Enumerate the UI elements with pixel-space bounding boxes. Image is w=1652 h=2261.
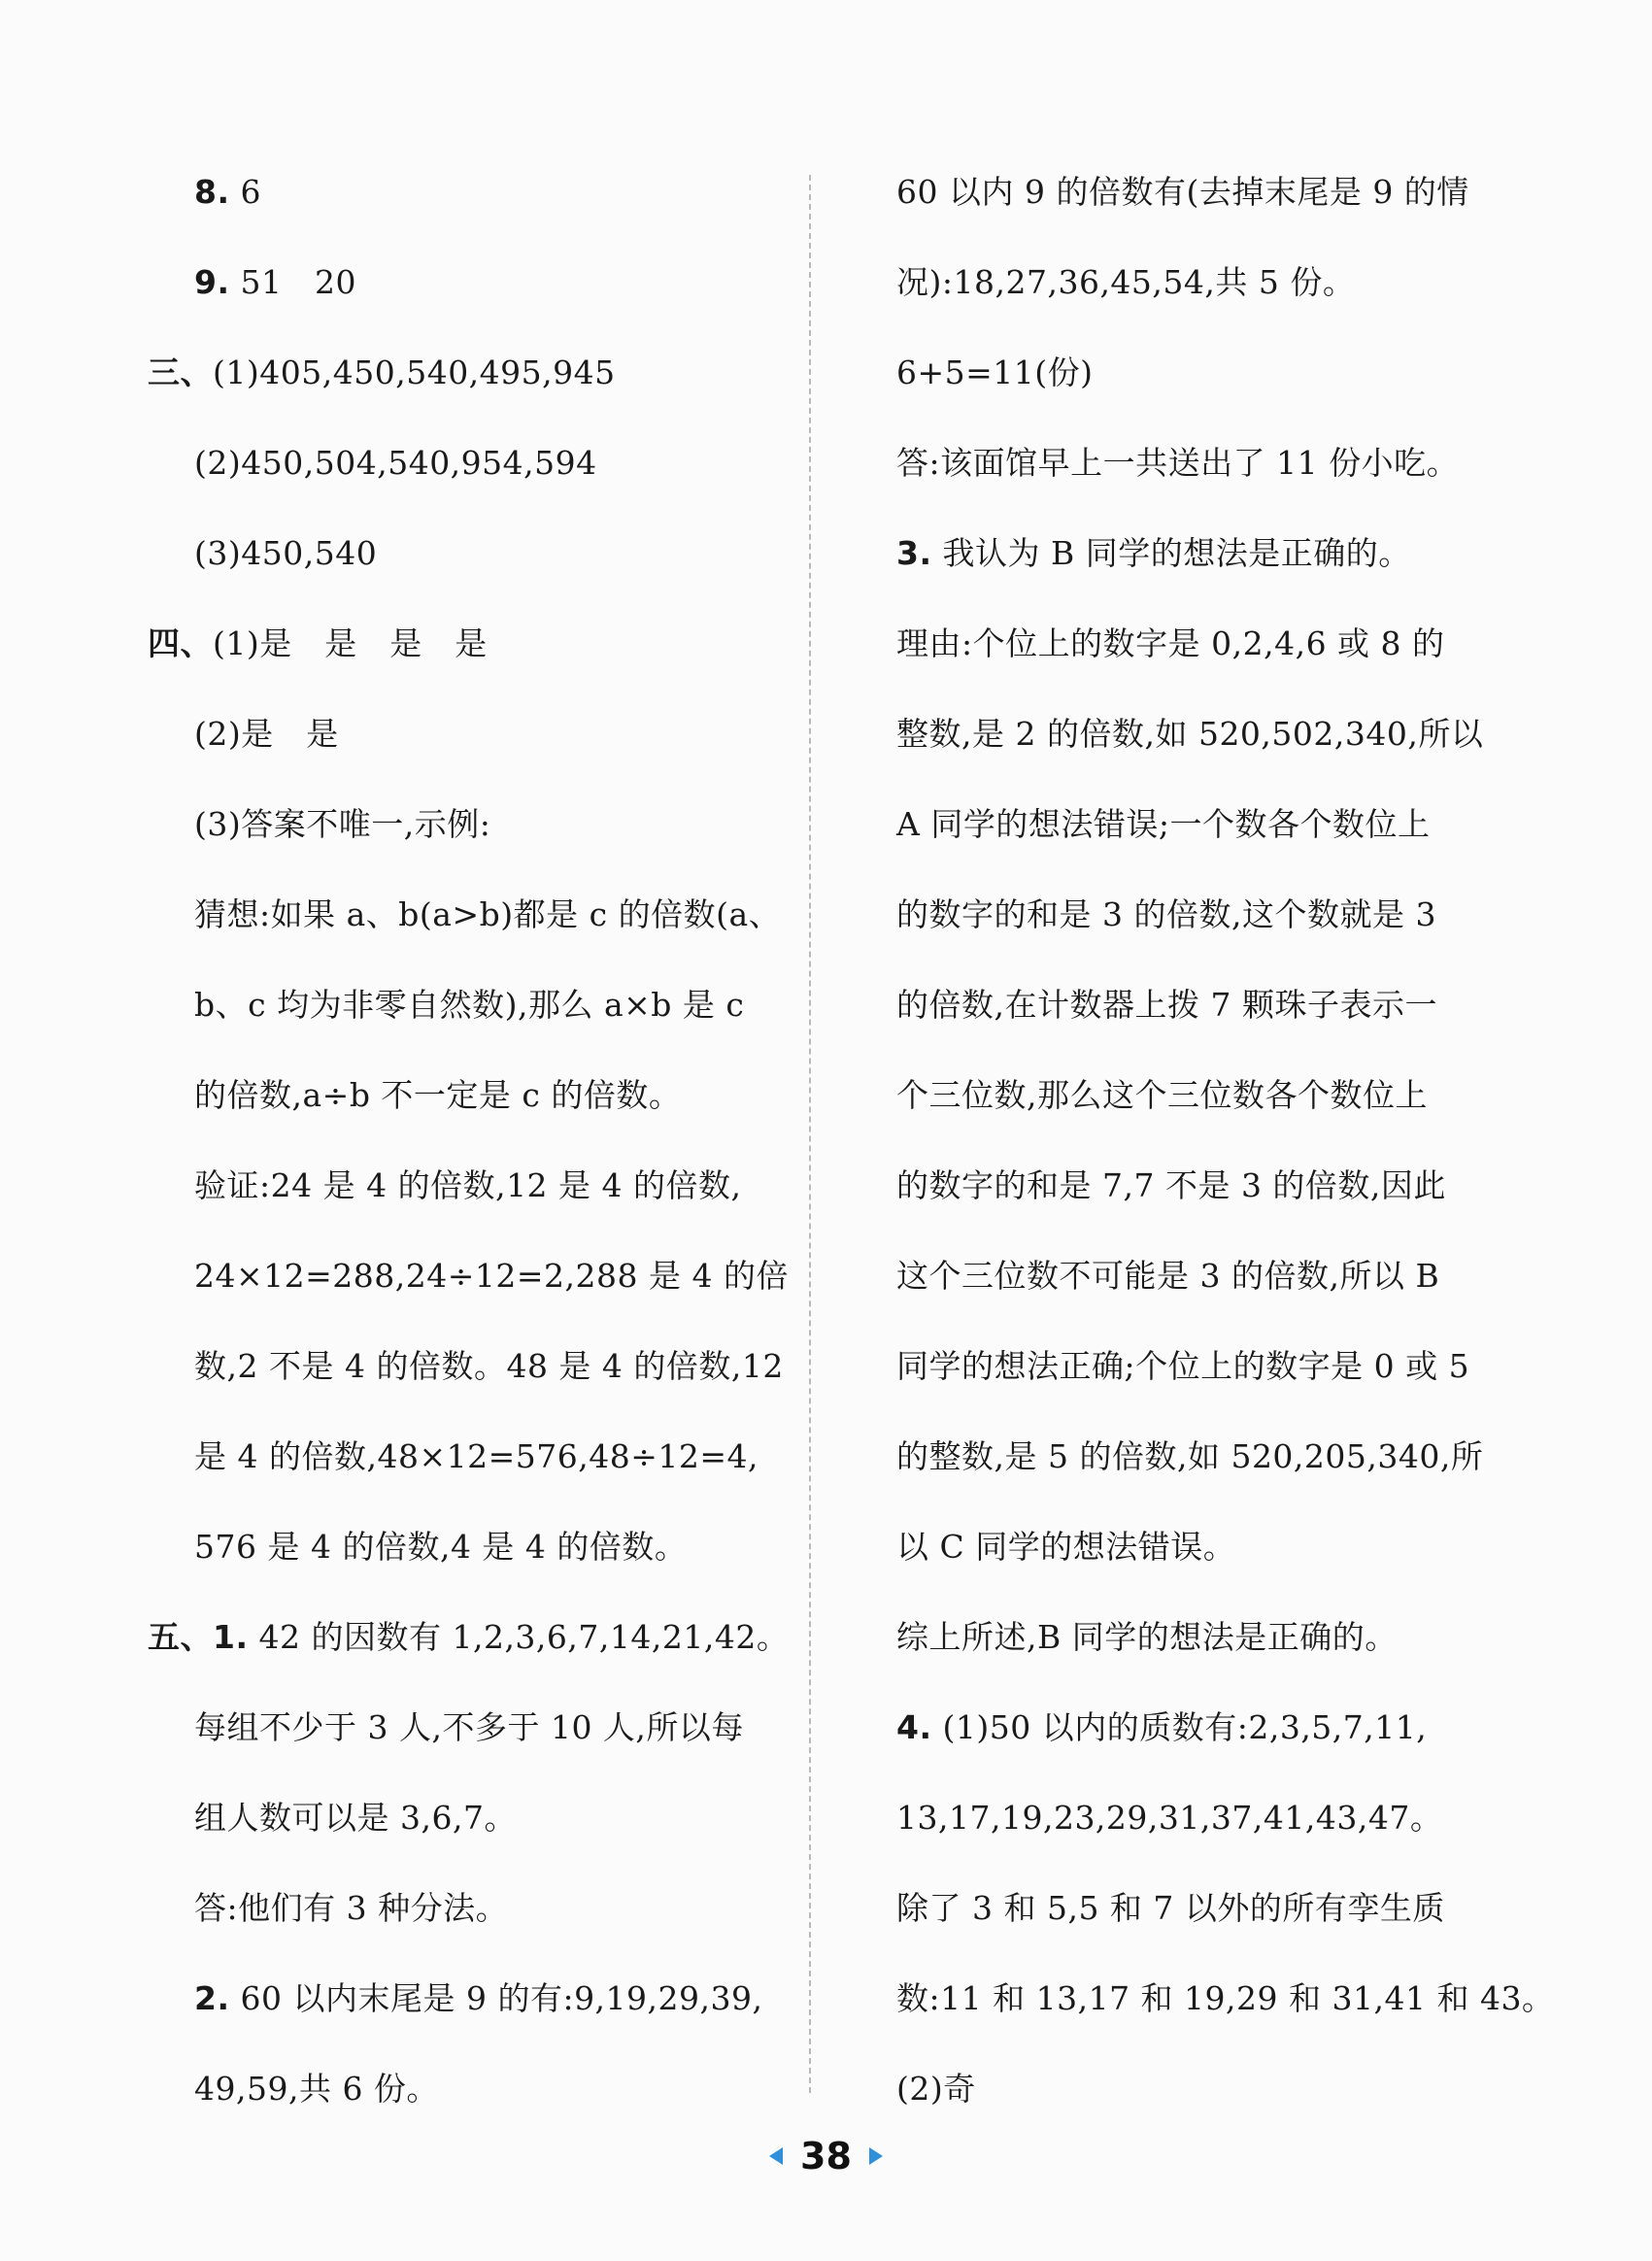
right-column-line [896, 624, 1445, 662]
item-text: 6 [229, 173, 261, 211]
left-column-line [194, 986, 745, 1024]
right-column-line [896, 534, 1411, 572]
right-column-line [896, 1708, 1428, 1746]
item-text: 51 20 [229, 263, 356, 301]
item-text: 数:11 和 13,17 和 19,29 和 31,41 和 43。 [896, 1979, 1555, 2017]
right-column-line [896, 1618, 1398, 1656]
item-number: 三、 [148, 354, 213, 391]
item-text: 6+5=11(份) [896, 354, 1094, 391]
item-text: 576 是 4 的倍数,4 是 4 的倍数。 [194, 1528, 688, 1566]
right-column-line [896, 173, 1469, 211]
right-column-line [896, 354, 1094, 391]
left-column-line [148, 1618, 790, 1656]
left-column-line [148, 624, 488, 662]
prev-page-icon[interactable] [769, 2147, 783, 2165]
item-number: 五、1. [148, 1618, 249, 1656]
left-column-line [194, 1528, 688, 1566]
item-text: 每组不少于 3 人,不多于 10 人,所以每 [194, 1708, 744, 1746]
item-text: 答:他们有 3 种分法。 [194, 1889, 509, 1927]
item-text: 的倍数,在计数器上拨 7 颗珠子表示一 [896, 986, 1437, 1024]
item-number: 3. [896, 534, 932, 572]
item-text: 49,59,共 6 份。 [194, 2070, 439, 2108]
item-text: 数,2 不是 4 的倍数。48 是 4 的倍数,12 [194, 1347, 784, 1385]
next-page-icon[interactable] [869, 2147, 883, 2165]
left-column-line [194, 1257, 789, 1295]
right-column-line [896, 1528, 1236, 1566]
item-number: 四、 [148, 624, 213, 662]
item-text: 验证:24 是 4 的倍数,12 是 4 的倍数, [194, 1166, 742, 1204]
left-column-line [194, 895, 782, 933]
right-column-line [896, 1799, 1443, 1837]
right-column-line [896, 1257, 1440, 1295]
page-footer [0, 2133, 1652, 2179]
item-text: 的数字的和是 7,7 不是 3 的倍数,因此 [896, 1166, 1446, 1204]
left-column-line [194, 1889, 509, 1927]
page-number: 38 [800, 2135, 852, 2177]
item-text: 的数字的和是 3 的倍数,这个数就是 3 [896, 895, 1436, 933]
left-column-line [194, 263, 356, 301]
item-text: 的整数,是 5 的倍数,如 520,205,340,所 [896, 1437, 1484, 1475]
item-text: 答:该面馆早上一共送出了 11 份小吃。 [896, 444, 1460, 482]
left-column-line [194, 1708, 744, 1746]
right-column-line [896, 715, 1484, 753]
left-column-line [194, 173, 261, 211]
item-text: (2)是 是 [194, 715, 339, 753]
item-text: 综上所述,B 同学的想法是正确的。 [896, 1618, 1398, 1656]
right-column-line [896, 986, 1437, 1024]
item-text: 是 4 的倍数,48×12=576,48÷12=4, [194, 1437, 759, 1475]
item-text: (2)450,504,540,954,594 [194, 444, 597, 482]
left-column-line [194, 715, 339, 753]
item-text: b、c 均为非零自然数),那么 a×b 是 c [194, 986, 745, 1024]
item-text: 这个三位数不可能是 3 的倍数,所以 B [896, 1257, 1440, 1295]
item-text: 猜想:如果 a、b(a>b)都是 c 的倍数(a、 [194, 895, 782, 933]
right-column-line [896, 1437, 1484, 1475]
item-number: 4. [896, 1708, 932, 1746]
item-text: A 同学的想法错误;一个数各个数位上 [896, 805, 1431, 843]
item-text: 42 的因数有 1,2,3,6,7,14,21,42。 [248, 1618, 790, 1656]
item-text: (3)450,540 [194, 534, 378, 572]
item-text: 况):18,27,36,45,54,共 5 份。 [896, 263, 1356, 301]
right-column-line [896, 805, 1431, 843]
left-column-line [194, 1799, 517, 1837]
left-column-line [194, 1076, 682, 1114]
item-text: 整数,是 2 的倍数,如 520,502,340,所以 [896, 715, 1484, 753]
right-column-line [896, 444, 1460, 482]
item-text: (1)50 以内的质数有:2,3,5,7,11, [931, 1708, 1428, 1746]
left-column-line [194, 1347, 784, 1385]
item-text: 60 以内末尾是 9 的有:9,19,29,39, [229, 1979, 763, 2017]
item-number: 2. [194, 1979, 230, 2017]
item-text: 组人数可以是 3,6,7。 [194, 1799, 517, 1837]
left-column-line [194, 1979, 763, 2017]
right-column-line [896, 1166, 1446, 1204]
item-text: (1)405,450,540,495,945 [213, 354, 616, 391]
item-text: 以 C 同学的想法错误。 [896, 1528, 1236, 1566]
item-text: 个三位数,那么这个三位数各个数位上 [896, 1076, 1428, 1114]
left-column-line [194, 444, 597, 482]
item-text: 同学的想法正确;个位上的数字是 0 或 5 [896, 1347, 1470, 1385]
right-column-line [896, 1889, 1445, 1927]
item-number: 9. [194, 263, 230, 301]
right-column-line [896, 1076, 1428, 1114]
left-column-line [194, 1437, 759, 1475]
left-column-line [194, 534, 378, 572]
right-column-line [896, 1979, 1555, 2017]
right-column-line [896, 895, 1436, 933]
item-text: 我认为 B 同学的想法是正确的。 [931, 534, 1411, 572]
right-column-line [896, 1347, 1470, 1385]
item-text: 除了 3 和 5,5 和 7 以外的所有孪生质 [896, 1889, 1445, 1927]
left-column-line [148, 354, 616, 391]
item-text: (2)奇 [896, 2070, 976, 2108]
right-column-line [896, 263, 1356, 301]
item-text: 的倍数,a÷b 不一定是 c 的倍数。 [194, 1076, 682, 1114]
item-text: (3)答案不唯一,示例: [194, 805, 491, 843]
item-text: 13,17,19,23,29,31,37,41,43,47。 [896, 1799, 1443, 1837]
column-divider [809, 175, 811, 2093]
item-text: 24×12=288,24÷12=2,288 是 4 的倍 [194, 1257, 789, 1295]
item-text: (1)是 是 是 是 [213, 624, 488, 662]
left-column-line [194, 2070, 439, 2108]
left-column-line [194, 805, 491, 843]
item-text: 60 以内 9 的倍数有(去掉末尾是 9 的情 [896, 173, 1469, 211]
item-number: 8. [194, 173, 230, 211]
left-column-line [194, 1166, 742, 1204]
item-text: 理由:个位上的数字是 0,2,4,6 或 8 的 [896, 624, 1445, 662]
right-column-line [896, 2070, 976, 2108]
